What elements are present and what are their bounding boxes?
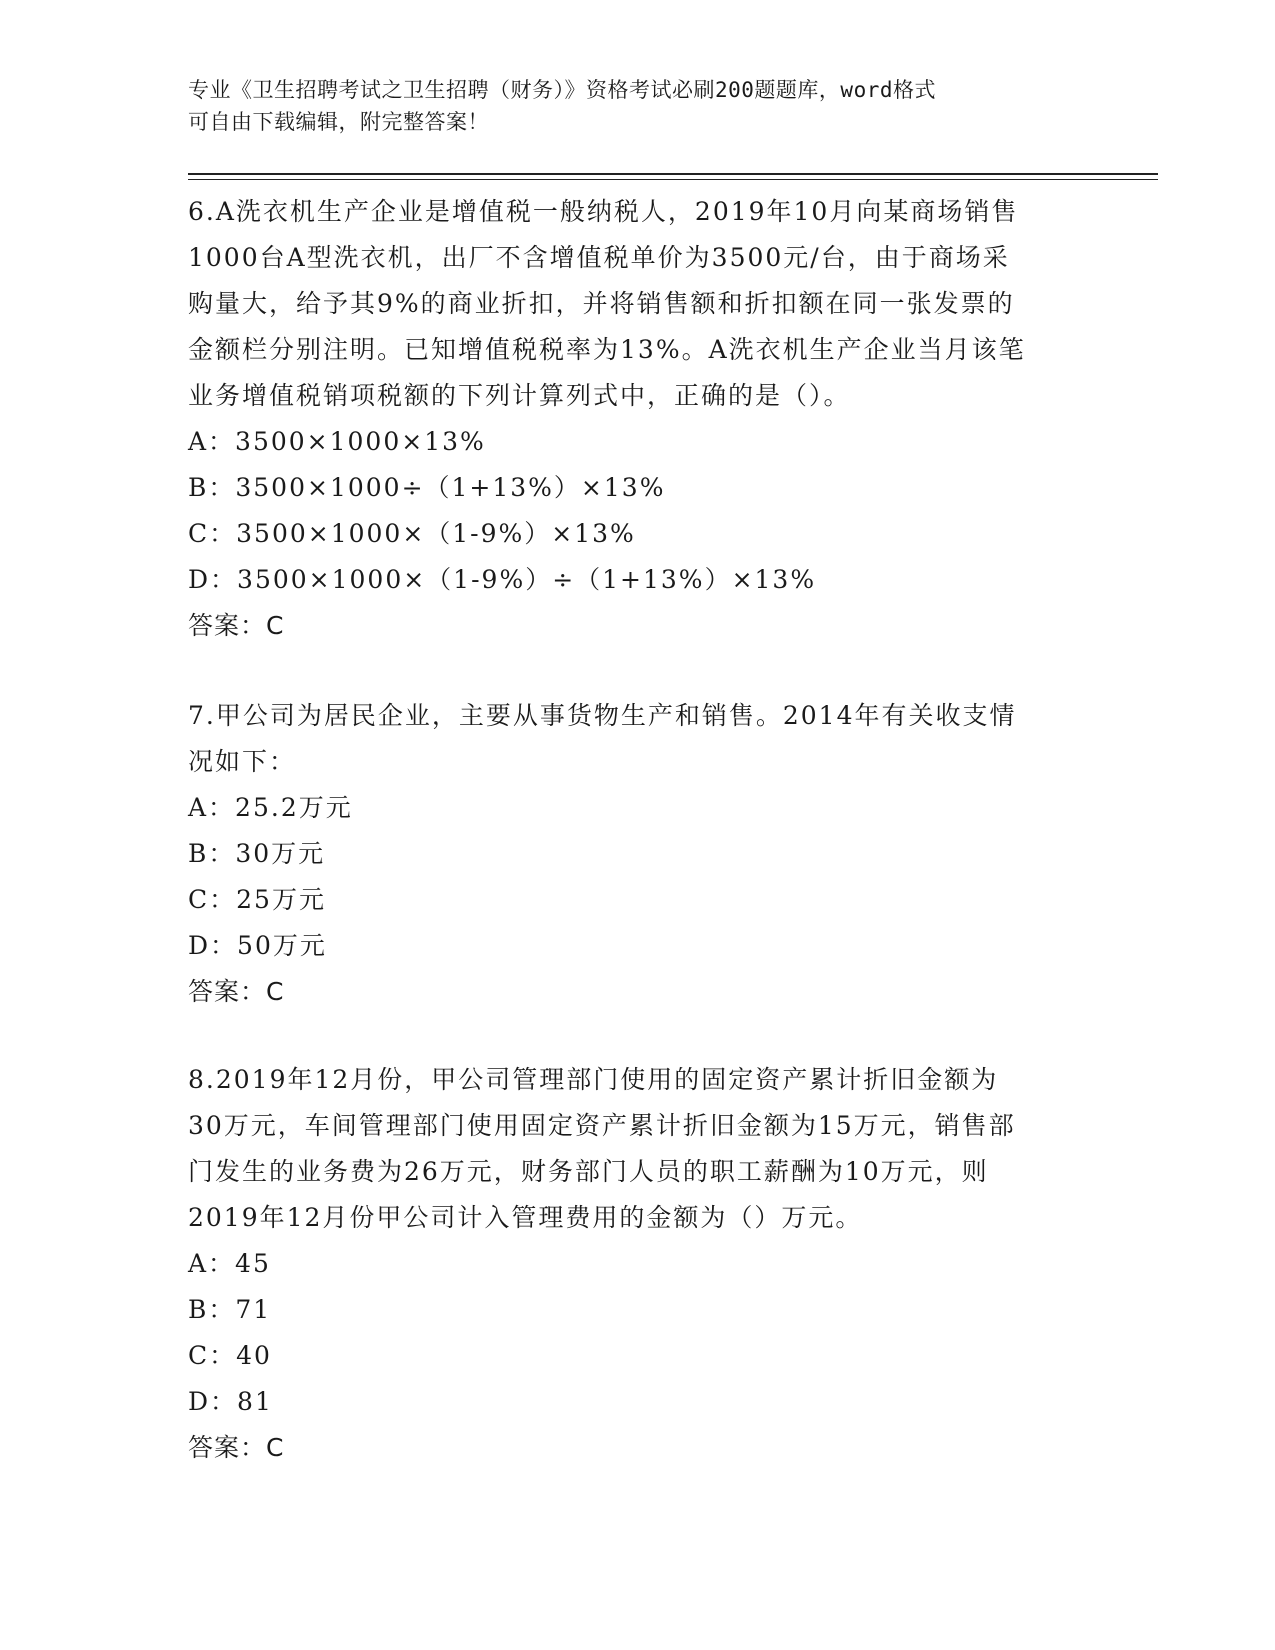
option-b: B：71 xyxy=(188,1295,272,1324)
question-stem-line: 2019年12月份甲公司计入管理费用的金额为（）万元。 xyxy=(188,1203,863,1232)
question-stem-line: 1000台A型洗衣机，出厂不含增值税单价为3500元/台，由于商场采 xyxy=(188,243,1010,272)
header-divider-thick xyxy=(188,173,1158,175)
question-stem-line: 业务增值税销项税额的下列计算列式中，正确的是（）。 xyxy=(188,381,851,410)
question-stem-line: 6.A洗衣机生产企业是增值税一般纳税人，2019年10月向某商场销售 xyxy=(188,197,1019,226)
header-divider-thin xyxy=(188,179,1158,180)
question-7 xyxy=(188,693,1088,1015)
answer-label: 答案：C xyxy=(188,1433,285,1462)
question-stem-line: 门发生的业务费为26万元，财务部门人员的职工薪酬为10万元，则 xyxy=(188,1157,989,1186)
answer-label: 答案：C xyxy=(188,977,285,1006)
option-c: C：25万元 xyxy=(188,885,326,914)
question-stem-line: 7.甲公司为居民企业，主要从事货物生产和销售。2014年有关收支情 xyxy=(188,701,1017,730)
option-b: B：3500×1000÷（1+13%）×13% xyxy=(188,473,666,502)
question-stem-line: 30万元，车间管理部门使用固定资产累计折旧金额为15万元，销售部 xyxy=(188,1111,1016,1140)
option-c: C：40 xyxy=(188,1341,272,1370)
question-stem-line: 况如下： xyxy=(188,747,297,776)
question-6 xyxy=(188,189,1088,649)
option-d: D：3500×1000×（1-9%）÷（1+13%）×13% xyxy=(188,565,817,594)
header-line-2: 可自由下载编辑，附完整答案！ xyxy=(188,110,489,134)
question-8 xyxy=(188,1057,1088,1471)
option-d: D：81 xyxy=(188,1387,273,1416)
option-d: D：50万元 xyxy=(188,931,327,960)
document-header xyxy=(188,74,1088,138)
option-a: A：3500×1000×13% xyxy=(188,427,486,456)
question-stem-line: 8.2019年12月份，甲公司管理部门使用的固定资产累计折旧金额为 xyxy=(188,1065,999,1094)
option-c: C：3500×1000×（1-9%）×13% xyxy=(188,519,636,548)
question-stem-line: 金额栏分别注明。已知增值税税率为13%。A洗衣机生产企业当月该笔 xyxy=(188,335,1026,364)
option-a: A：25.2万元 xyxy=(188,793,353,822)
answer-label: 答案：C xyxy=(188,611,285,640)
question-stem-line: 购量大，给予其9%的商业折扣，并将销售额和折扣额在同一张发票的 xyxy=(188,289,1015,318)
option-a: A：45 xyxy=(188,1249,271,1278)
header-line-1: 专业《卫生招聘考试之卫生招聘（财务）》资格考试必刷200题题库，word格式 xyxy=(188,78,936,102)
option-b: B：30万元 xyxy=(188,839,326,868)
